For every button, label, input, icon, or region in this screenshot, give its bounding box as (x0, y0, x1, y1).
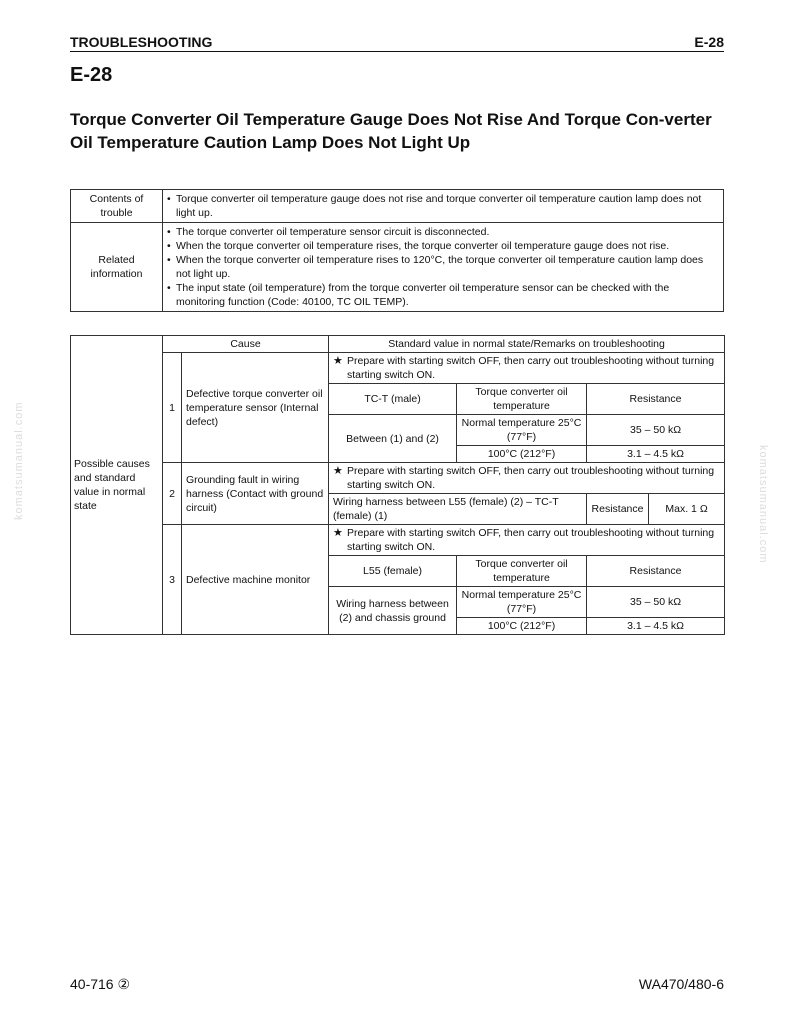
related-cell (163, 223, 724, 312)
page-title: Torque Converter Oil Temperature Gauge Does Not Rise And Torque Con-verter Oil Temperature Caution Lamp Does Not Light Up (70, 110, 712, 152)
contents-label: Contents of trouble (71, 190, 163, 223)
header-rule (70, 51, 724, 52)
watermark-right: komatsumanual.com (757, 445, 769, 564)
cause-description: Defective machine monitor (182, 525, 329, 635)
resistance-value: Max. 1 Ω (649, 494, 725, 525)
bullet-item: • When the torque converter oil temperature rises to 120°C, the torque converter oil temperature caution lamp does not light up. (167, 253, 719, 281)
prepare-note-text: Prepare with starting switch OFF, then carry out troubleshooting without turning starting switch ON. (347, 527, 715, 553)
cause-2-note-row (71, 463, 725, 494)
section-header: TROUBLESHOOTING (70, 34, 213, 50)
contents-row (71, 190, 724, 223)
prepare-note (329, 463, 725, 494)
watermark-left: komatsumanual.com (13, 401, 25, 520)
resistance-value: 35 – 50 kΩ (587, 587, 725, 618)
condition-cell: Normal temperature 25°C (77°F) (457, 587, 587, 618)
cause-number: 3 (163, 525, 182, 635)
connector-header: L55 (female) (329, 556, 457, 587)
resistance-label: Resistance (587, 494, 649, 525)
bullet-text: When the torque converter oil temperature rises, the torque converter oil temperature gauge does not rise. (176, 240, 670, 252)
connector-header: TC-T (male) (329, 384, 457, 415)
causes-header-row (71, 336, 725, 353)
bullet-item: • Torque converter oil temperature gauge does not rise and torque converter oil temperature caution lamp does not light up. (167, 192, 719, 220)
related-label: Related information (71, 223, 163, 312)
bullet-text: The input state (oil temperature) from the torque converter oil temperature sensor can be checked with the monitoring function (Code: 40100, TC OIL TEMP). (176, 282, 670, 308)
temperature-header: Torque converter oil temperature (457, 556, 587, 587)
prepare-note (329, 525, 725, 556)
prepare-note (329, 353, 725, 384)
cause-column-header: Cause (163, 336, 329, 353)
bullet-item: • When the torque converter oil temperature rises, the torque converter oil temperature gauge does not rise. (167, 239, 719, 253)
bullet-text: Torque converter oil temperature gauge does not rise and torque converter oil temperature caution lamp does not light up. (176, 193, 702, 219)
condition-cell: Normal temperature 25°C (77°F) (457, 415, 587, 446)
cause-number: 2 (163, 463, 182, 525)
cause-description: Defective torque converter oil temperature sensor (Internal defect) (182, 353, 329, 463)
star-icon: ★ (333, 527, 343, 539)
prepare-note-text: Prepare with starting switch OFF, then carry out troubleshooting without turning starting switch ON. (347, 465, 715, 491)
possible-causes-label: Possible causes and standard value in normal state (71, 336, 163, 635)
cause-description: Grounding fault in wiring harness (Contact with ground circuit) (182, 463, 329, 525)
page-code-title: E-28 (70, 64, 113, 86)
star-icon: ★ (333, 355, 343, 367)
causes-table (70, 335, 725, 635)
cause-number: 1 (163, 353, 182, 463)
cause-1-note-row (71, 353, 725, 384)
page-number: 40-716 ② (70, 976, 131, 992)
resistance-value: 3.1 – 4.5 kΩ (587, 618, 725, 635)
bullet-text: When the torque converter oil temperature rises to 120°C, the torque converter oil temperature caution lamp does not light up. (176, 254, 704, 280)
header-code: E-28 (694, 34, 724, 50)
info-table (70, 189, 724, 312)
resistance-header: Resistance (587, 384, 725, 415)
resistance-value: 3.1 – 4.5 kΩ (587, 446, 725, 463)
bullet-item: • The torque converter oil temperature sensor circuit is disconnected. (167, 225, 719, 239)
harness-description: Wiring harness between L55 (female) (2) – TC-T (female) (1) (329, 494, 587, 525)
cause-3-note-row (71, 525, 725, 556)
bullet-item: • The input state (oil temperature) from the torque converter oil temperature sensor can be checked with the monitoring function (Code: 40100, TC OIL TEMP). (167, 281, 719, 309)
related-row (71, 223, 724, 312)
star-icon: ★ (333, 465, 343, 477)
prepare-note-text: Prepare with starting switch OFF, then carry out troubleshooting without turning starting switch ON. (347, 355, 715, 381)
bullet-text: The torque converter oil temperature sensor circuit is disconnected. (176, 226, 490, 238)
condition-cell: 100°C (212°F) (457, 446, 587, 463)
resistance-header: Resistance (587, 556, 725, 587)
temperature-header: Torque converter oil temperature (457, 384, 587, 415)
model-name: WA470/480-6 (638, 976, 724, 992)
measure-location: Wiring harness between (2) and chassis ground (329, 587, 457, 635)
resistance-value: 35 – 50 kΩ (587, 415, 725, 446)
measure-location: Between (1) and (2) (329, 415, 457, 463)
condition-cell: 100°C (212°F) (457, 618, 587, 635)
contents-cell (163, 190, 724, 223)
standard-column-header: Standard value in normal state/Remarks on troubleshooting (329, 336, 725, 353)
